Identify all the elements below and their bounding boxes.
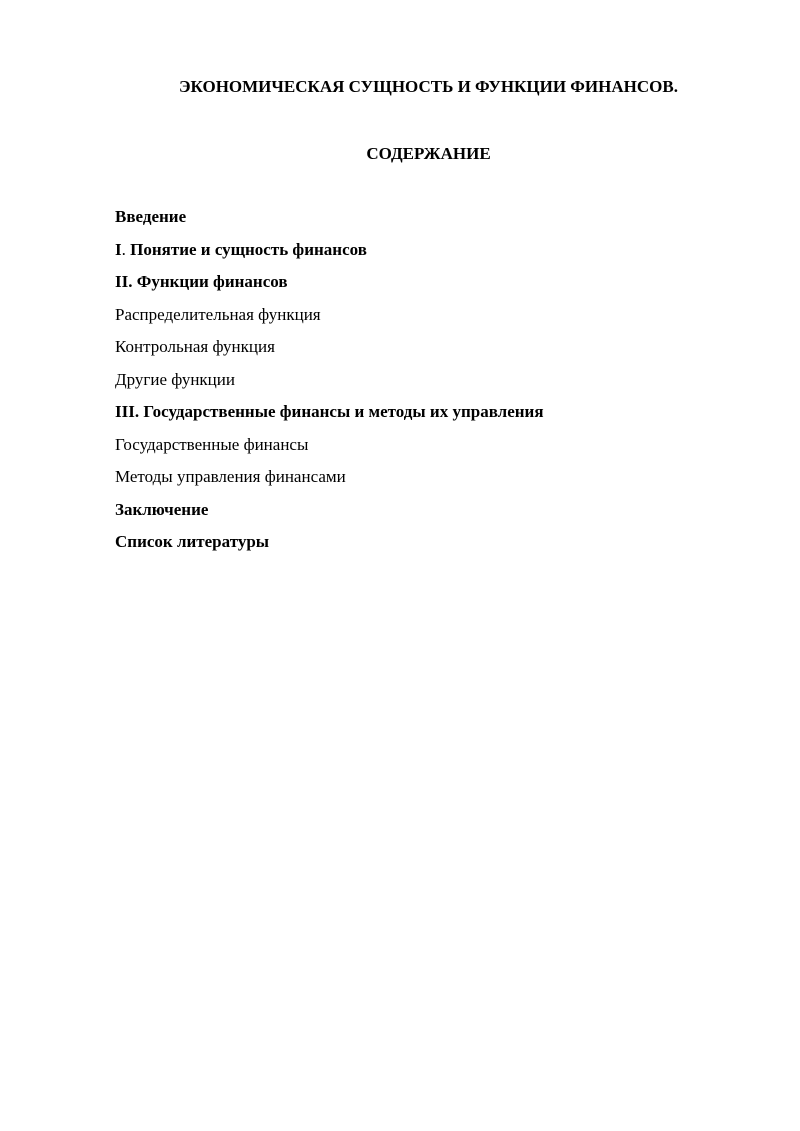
toc-item-label: Функции финансов bbox=[136, 272, 288, 291]
toc-subitem-public-finance bbox=[115, 434, 755, 467]
toc-subitem-management-methods bbox=[115, 466, 755, 499]
toc-item-label: Другие функции bbox=[115, 369, 235, 389]
toc-item-section-3 bbox=[115, 401, 755, 434]
toc-item-label: Заключение bbox=[115, 499, 209, 519]
toc-item-label: Введение bbox=[115, 207, 187, 226]
toc-item-label: Государственные финансы bbox=[115, 434, 309, 454]
toc-subitem-control bbox=[115, 336, 755, 369]
toc-subitem-distributive bbox=[115, 304, 755, 337]
toc-item-label: Методы управления финансами bbox=[115, 467, 346, 486]
toc-item-section-2 bbox=[115, 271, 755, 304]
toc-item-section-1 bbox=[115, 239, 755, 272]
toc-item-conclusion bbox=[115, 499, 755, 532]
toc-subitem-other bbox=[115, 369, 755, 402]
toc-item-label: Распределительная функция bbox=[115, 304, 321, 324]
toc-item-label: Список литературы bbox=[115, 532, 270, 551]
toc-item-label: Контрольная функция bbox=[115, 337, 275, 356]
contents-heading: СОДЕРЖАНИЕ bbox=[366, 144, 491, 163]
table-of-contents bbox=[115, 206, 755, 564]
toc-section-number: I bbox=[115, 239, 122, 259]
toc-section-number-punct: . bbox=[121, 239, 131, 259]
toc-item-introduction bbox=[115, 206, 755, 239]
toc-section-number: II. bbox=[115, 272, 137, 291]
toc-item-label: Государственные финансы и методы их управления bbox=[143, 402, 544, 421]
toc-item-references bbox=[115, 531, 755, 564]
toc-section-number: III. bbox=[115, 402, 144, 421]
document-title: ЭКОНОМИЧЕСКАЯ СУЩНОСТЬ И ФУНКЦИИ ФИНАНСОВ. bbox=[179, 77, 678, 96]
toc-item-label: Понятие и сущность финансов bbox=[130, 239, 367, 259]
